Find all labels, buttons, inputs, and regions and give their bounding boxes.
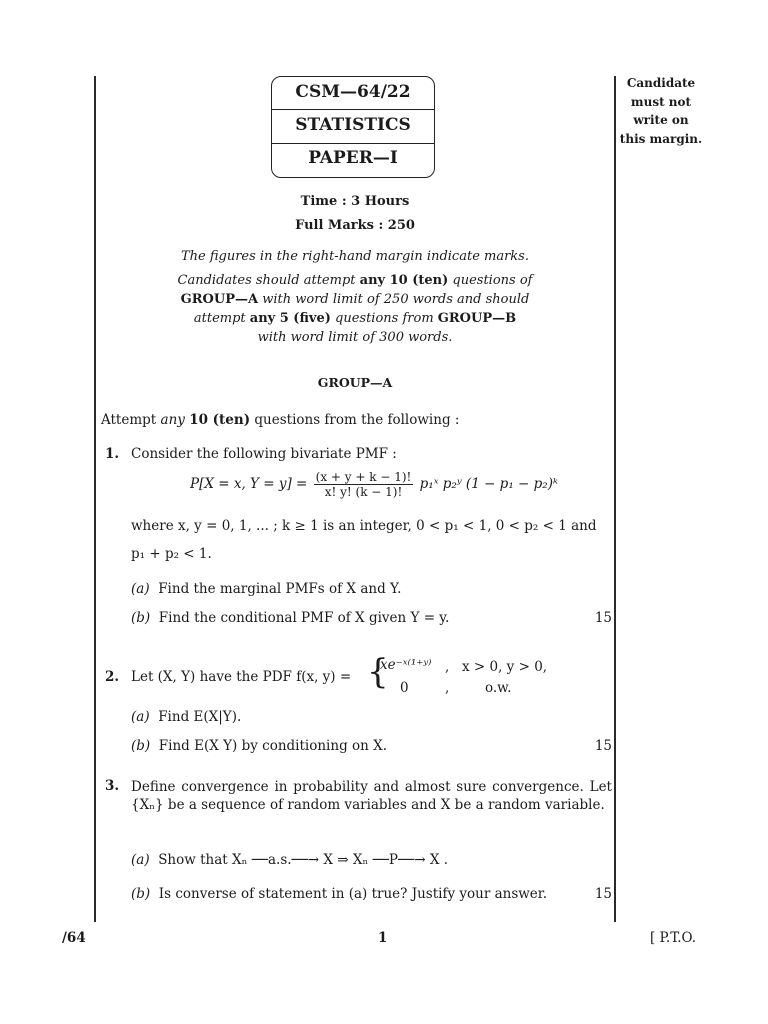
sub-question: (a) Find the marginal PMFs of X and Y. (131, 581, 402, 597)
question-condition: where x, y = 0, 1, ... ; k ≥ 1 is an integer, 0 < p₁ < 1, 0 < p₂ < 1 and (131, 518, 597, 534)
group-a-heading: GROUP—A (317, 375, 393, 390)
subject-title: STATISTICS (295, 115, 411, 135)
question-condition: p₁ + p₂ < 1. (131, 546, 212, 562)
case-brace: { (367, 652, 389, 692)
attempt-instruction: Attempt any 10 (ten) questions from the following : (101, 412, 460, 428)
pmf-equation: P[X = x, Y = y] = $\frac{(x + y + k - 1)!}{x! y! (k - 1)!}$ p₁ˣ p₂ʸ (1 − p₁ − p₂)ᵏ (190, 470, 558, 499)
question-marks: 15 (594, 610, 612, 626)
sub-question: (b) Find the conditional PMF of X given Y = y. (131, 610, 450, 626)
time-allowed: Time : 3 Hours (300, 194, 410, 209)
instruction-line: attempt any 5 (five) questions from GROUP—B (193, 311, 517, 326)
instruction-line: Candidates should attempt any 10 (ten) questions of (177, 273, 533, 288)
sub-question: (b) Find E(X Y) by conditioning on X. (131, 738, 388, 754)
sub-question: (a) Show that Xₙ ──a.s.──→ X ⇒ Xₙ ──P──→ X . (131, 852, 449, 868)
title-divider (272, 109, 434, 110)
pdf-case-condition: o.w. (485, 680, 512, 696)
title-divider (272, 143, 434, 144)
please-turn-over: [ P.T.O. (650, 930, 697, 946)
instruction-marks: The figures in the right-hand margin indicate marks. (180, 249, 529, 264)
candidate-margin-note: Candidate must not write on this margin. (619, 76, 703, 146)
paper-code: CSM—64/22 (295, 82, 411, 102)
pdf-case: , (445, 680, 450, 696)
pdf-case: xe⁻ˣ⁽¹⁺ʸ⁾ (380, 657, 432, 673)
page-number: 1 (378, 930, 388, 946)
paper-number: PAPER—I (308, 148, 398, 168)
sub-question: (a) Find E(X|Y). (131, 709, 242, 725)
question-marks: 15 (594, 886, 612, 902)
question-text: Let (X, Y) have the PDF f(x, y) = (131, 669, 352, 685)
question-number: 1. (105, 446, 120, 462)
question-marks: 15 (594, 738, 612, 754)
question-number: 2. (105, 669, 120, 685)
right-margin-rule (614, 76, 616, 922)
pdf-case: , (445, 659, 450, 675)
pdf-case-condition: x > 0, y > 0, (462, 659, 548, 675)
question-text: Consider the following bivariate PMF : (131, 446, 397, 462)
question-number: 3. (105, 778, 120, 794)
title-box (271, 76, 435, 178)
pdf-case: 0 (400, 680, 409, 696)
sub-question: (b) Is converse of statement in (a) true? Justify your answer. (131, 886, 548, 902)
instruction-line: with word limit of 300 words. (257, 330, 453, 345)
footer-paper-code: /64 (62, 930, 86, 946)
question-text: Define convergence in probability and almost sure convergence. Let {Xₙ} be a sequence of random variables and X be a random variable. (131, 779, 612, 813)
instruction-line: GROUP—A with word limit of 250 words and should (180, 292, 530, 307)
full-marks: Full Marks : 250 (295, 218, 415, 233)
